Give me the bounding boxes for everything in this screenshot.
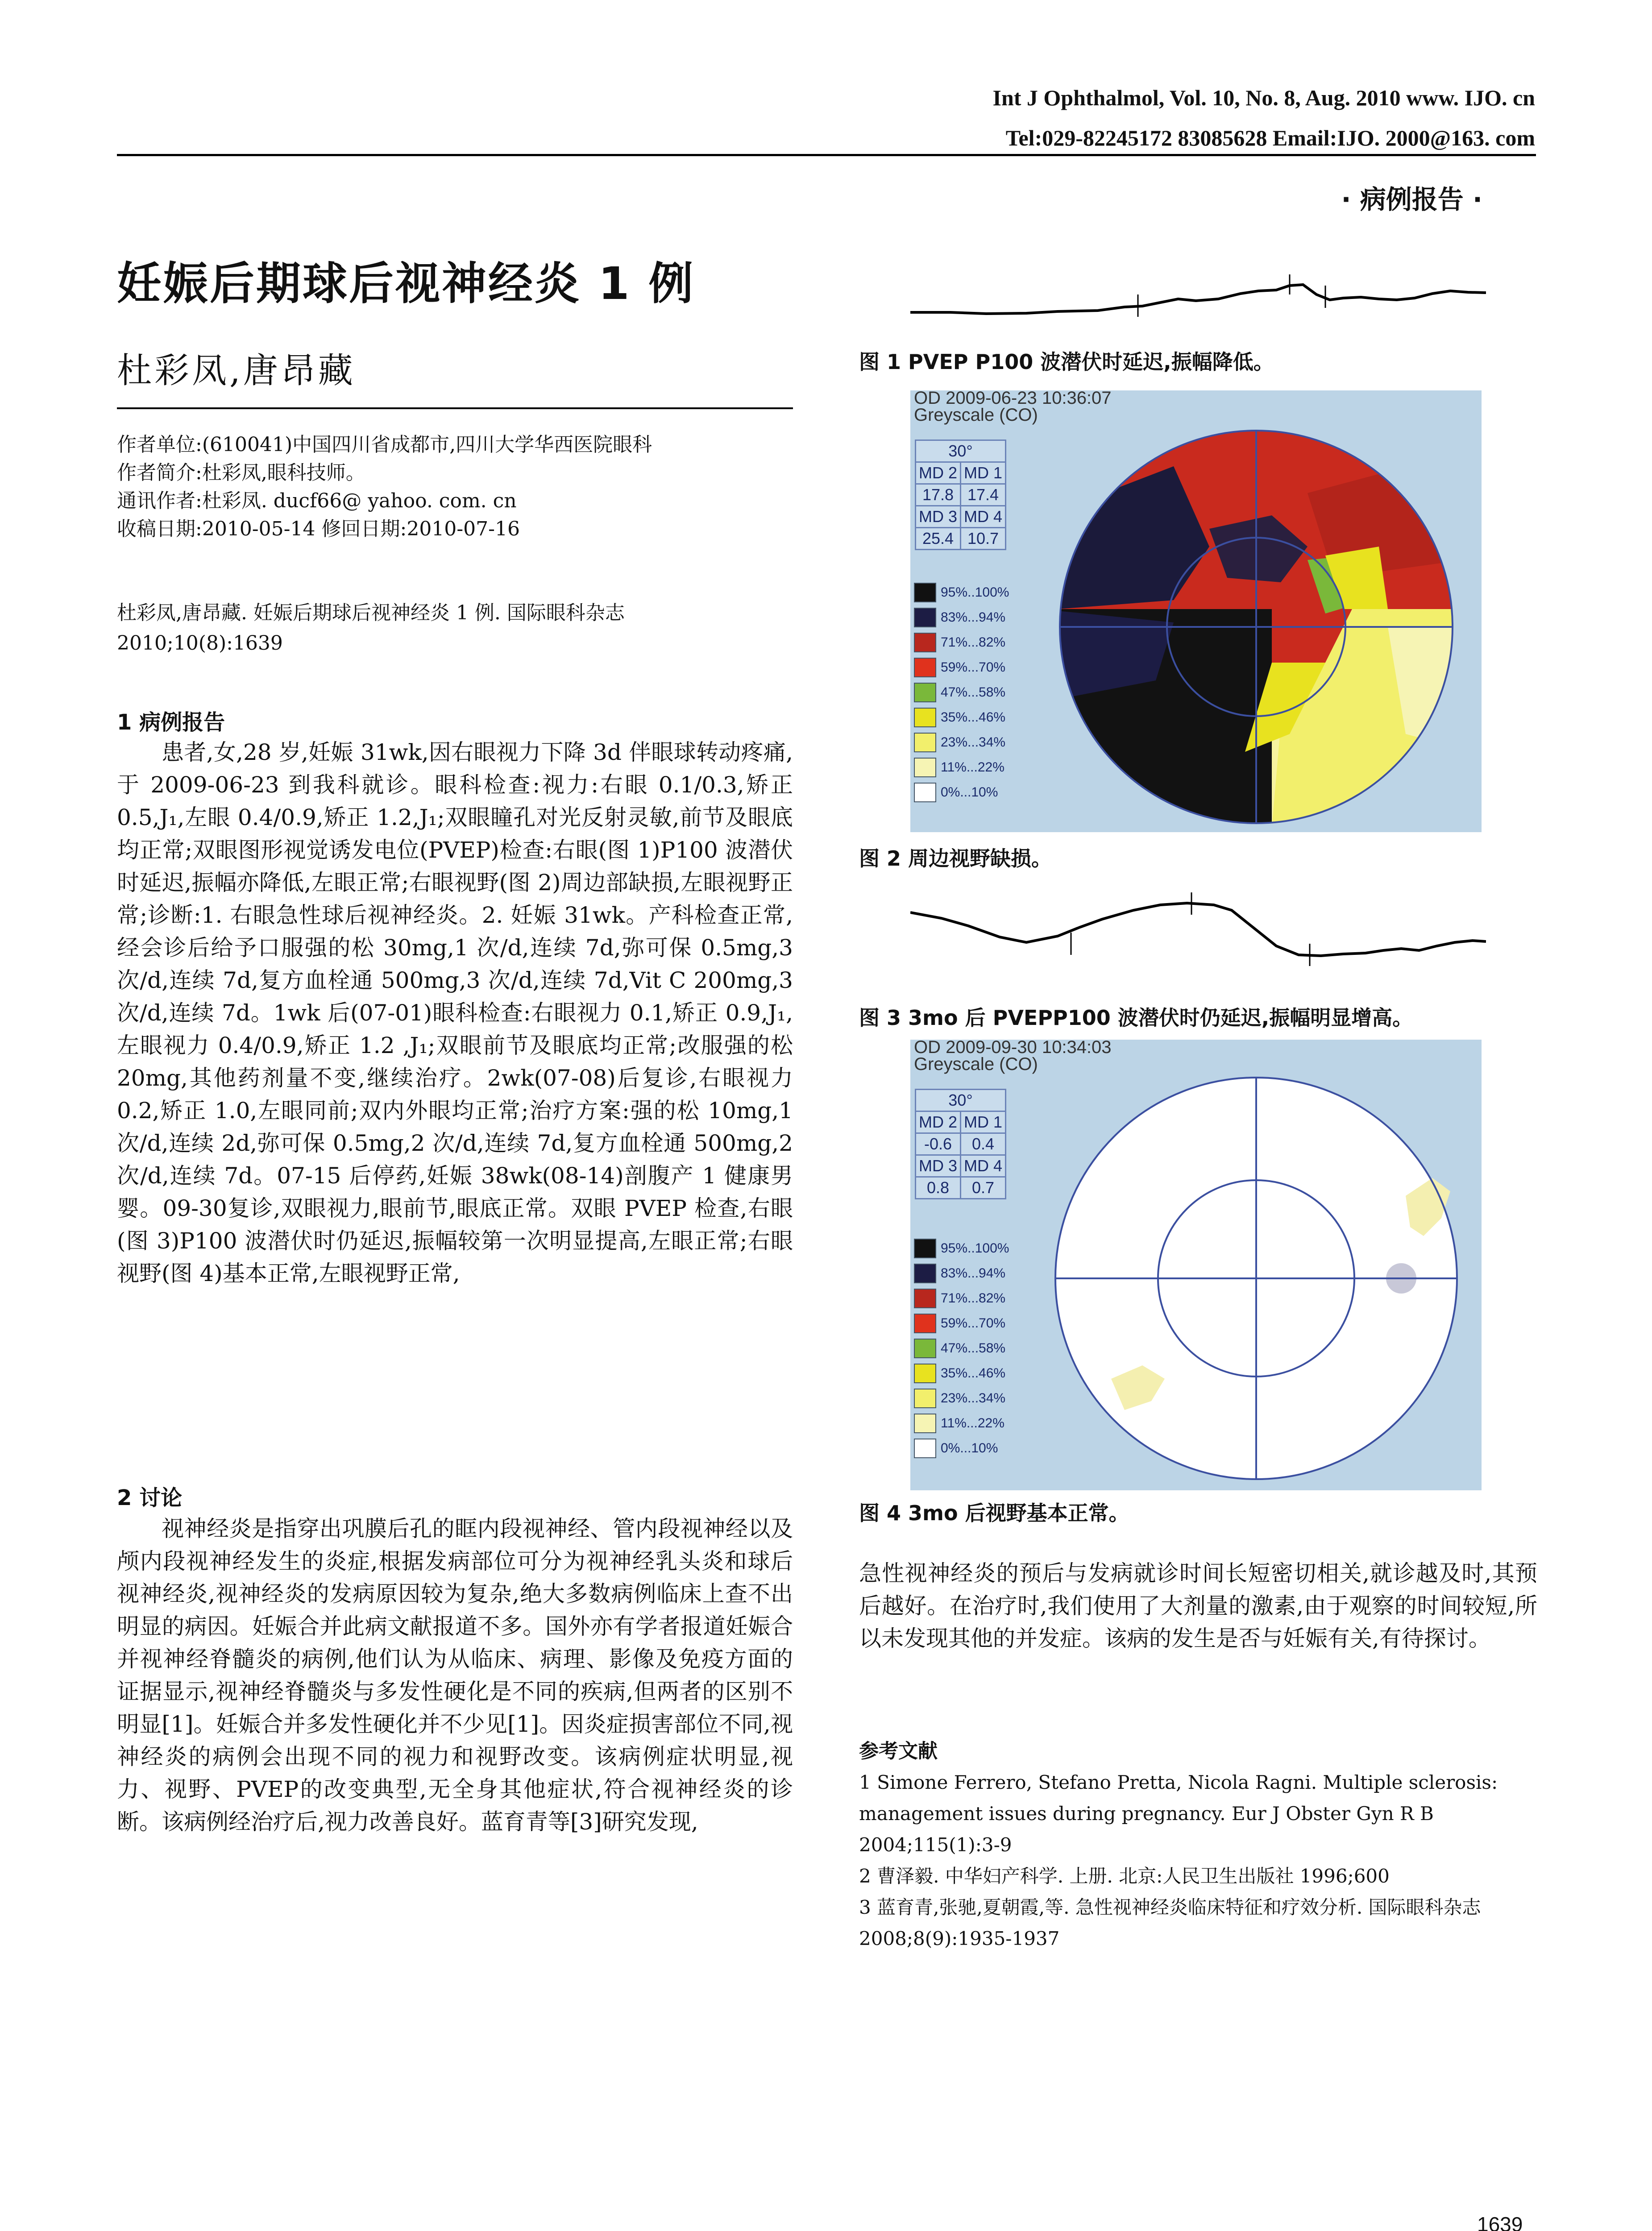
legend-row	[914, 1361, 1009, 1386]
section2-paragraph: 视神经炎是指穿出巩膜后孔的眶内段视神经、管内段视神经以及颅内段视神经发生的炎症,根据发病部位可分为视神经乳头炎和球后视神经炎,视神经炎的发病原因较为复杂,绝大多数病例临床上查不出明显的病因。妊娠合并此病文献报道不多。国外亦有学者报道妊娠合并视神经脊髓炎的病例,他们认为从临床、病理、影像及免疫方面的证据显示,视神经脊髓炎与多发性硬化是不同的疾病,但两者的区别不明显[1]。妊娠合并多发性硬化并不少见[1]。因炎症损害部位不同,视神经炎的病例会出现不同的视力和视野改变。该病例症状明显,视力、视野、PVEP的改变典型,无全身其他症状,符合视神经炎的诊断。该病例经治疗后,视力改善良好。蓝育青等[3]研究发现,	[117, 1516, 793, 1835]
fig2-md4-label: MD 4	[961, 506, 1006, 528]
meta-affiliation: 作者单位:(610041)中国四川省成都市,四川大学华西医院眼科	[117, 433, 652, 456]
legend-swatch	[914, 1439, 936, 1458]
fig2-caption: 图 2 周边视野缺损。	[859, 846, 1052, 871]
fig4-md4-label: MD 4	[961, 1155, 1006, 1177]
legend-row	[914, 780, 1009, 805]
fig4-md2-label: MD 2	[916, 1111, 961, 1133]
legend-label: 11%...22%	[941, 1416, 1004, 1431]
legend-swatch	[914, 1314, 936, 1333]
legend-swatch	[914, 1239, 936, 1258]
legend-swatch	[914, 708, 936, 727]
meta-dates: 收稿日期:2010-05-14 修回日期:2010-07-16	[117, 518, 520, 540]
legend-row	[914, 1286, 1009, 1311]
references-heading: 参考文献	[859, 1740, 938, 1762]
legend-swatch	[914, 1289, 936, 1308]
legend-row	[914, 1311, 1009, 1336]
legend-row	[914, 1436, 1009, 1461]
legend-label: 11%...22%	[941, 760, 1004, 775]
fig4-md4: 0.7	[961, 1177, 1006, 1199]
legend-row	[914, 730, 1009, 755]
legend-swatch	[914, 1414, 936, 1433]
fig4-angle: 30°	[916, 1090, 1006, 1111]
reference-item: 1 Simone Ferrero, Stefano Pretta, Nicola Ragni. Multiple sclerosis: management issues during pregnancy. Eur J Obster Gyn R B 2004;115(1):3-9	[859, 1771, 1498, 1856]
fig4-field-plot	[1040, 1057, 1473, 1486]
legend-label: 83%...94%	[941, 610, 1006, 625]
fig2-legend	[914, 580, 1009, 805]
legend-label: 23%...34%	[941, 735, 1006, 750]
fig4-md3: 0.8	[916, 1177, 961, 1199]
fig2-md1-label: MD 1	[961, 462, 1006, 484]
legend-swatch	[914, 683, 936, 702]
section2-body	[117, 1513, 793, 1838]
fig4-md1-label: MD 1	[961, 1111, 1006, 1133]
fig4-legend	[914, 1236, 1009, 1461]
legend-row	[914, 1386, 1009, 1411]
legend-label: 23%...34%	[941, 1391, 1006, 1406]
legend-row	[914, 1336, 1009, 1361]
legend-row	[914, 1411, 1009, 1436]
legend-row	[914, 755, 1009, 780]
journal-line: Int J Ophthalmol, Vol. 10, No. 8, Aug. 2010 www. IJO. cn	[992, 85, 1535, 110]
legend-row	[914, 680, 1009, 705]
fig4-md2: -0.6	[916, 1133, 961, 1155]
fig2-md2-label: MD 2	[916, 462, 961, 484]
legend-label: 71%...82%	[941, 635, 1006, 650]
fig3-pvep-trace	[910, 888, 1486, 977]
legend-swatch	[914, 1364, 936, 1383]
title-rule	[117, 407, 793, 409]
fig2-md1: 17.4	[961, 484, 1006, 506]
reference-item: 3 蓝育青,张驰,夏朝霞,等. 急性视神经炎临床特征和疗效分析. 国际眼科杂志 2008;8(9):1935-1937	[859, 1896, 1481, 1949]
section1-body	[117, 736, 793, 1290]
legend-row	[914, 630, 1009, 655]
article-title: 妊娠后期球后视神经炎 1 例	[117, 257, 695, 310]
legend-label: 83%...94%	[941, 1266, 1006, 1281]
legend-label: 0%...10%	[941, 785, 998, 800]
section-tag: · 病例报告 ·	[1341, 184, 1482, 215]
fig1-caption: 图 1 PVEP P100 波潜伏时延迟,振幅降低。	[859, 350, 1274, 374]
fig2-md-table	[915, 440, 1006, 550]
section2-heading: 2 讨论	[117, 1485, 183, 1510]
legend-label: 35%...46%	[941, 1366, 1006, 1381]
section1-heading: 1 病例报告	[117, 710, 225, 735]
legend-row	[914, 1261, 1009, 1286]
fig4-md3-label: MD 3	[916, 1155, 961, 1177]
fig4-caption: 图 4 3mo 后视野基本正常。	[859, 1501, 1129, 1525]
legend-label: 59%...70%	[941, 1316, 1006, 1331]
references-list	[859, 1767, 1537, 1954]
legend-label: 95%..100%	[941, 585, 1009, 600]
citation: 杜彩凤,唐昂藏. 妊娠后期球后视神经炎 1 例. 国际眼科杂志 2010;10(8):1639	[117, 601, 625, 655]
legend-row	[914, 605, 1009, 630]
fig2-header-line1: OD 2009-06-23 10:36:07	[914, 390, 1112, 408]
legend-swatch	[914, 1389, 936, 1408]
legend-swatch	[914, 608, 936, 627]
header-rule	[117, 154, 1536, 156]
section1-paragraph: 患者,女,28 岁,妊娠 31wk,因右眼视力下降 3d 伴眼球转动疼痛,于 2009-06-23 到我科就诊。眼科检查:视力:右眼 0.1/0.3,矫正 0.5,J₁,左眼 0.4/0.9,矫正 1.2,J₁;双眼瞳孔对光反射灵敏,前节及眼底均正常;双眼图形视觉诱发电位(PVEP)检查:右眼(图 1)P100 波潜伏时延迟,振幅亦降低,左眼正常;右眼视野(图 2)周边部缺损,左眼视野正常;诊断:1. 右眼急性球后视神经炎。2. 妊娠 31wk。产科检查正常,经会诊后给予口服强的松 30mg,1 次/d,连续 7d,弥可保 0.5mg,3 次/d,连续 7d,复方血栓通 500mg,3 次/d,连续 7d,Vit C 200mg,3 次/d,连续 7d。1wk 后(07-01)眼科检查:右眼视力 0.1,矫正 0.9,J₁,左眼视力 0.4/0.9,矫正 1.2 ,J₁;双眼前节及眼底均正常;改服强的松 20mg,其他药剂量不变,继续治疗。2wk(07-08)后复诊,右眼视力 0.2,矫正 1.0,左眼同前;双内外眼均正常;治疗方案:强的松 10mg,1 次/d,连续 2d,弥可保 0.5mg,2 次/d,连续 7d,复方血栓通 500mg,2 次/d,连续 7d。07-15 后停药,妊娠 38wk(08-14)剖腹产 1 健康男婴。09-30复诊,双眼视力,眼前节,眼底正常。双眼 PVEP 检查,右眼(图 3)P100 波潜伏时仍延迟,振幅较第一次明显提高,左眼正常;右眼视野(图 4)基本正常,左眼视野正常,	[117, 739, 793, 1286]
legend-row	[914, 1236, 1009, 1261]
fig4-md1: 0.4	[961, 1133, 1006, 1155]
fig2-header-line2: Greyscale (CO)	[914, 405, 1038, 425]
fig2-md3: 25.4	[916, 528, 961, 550]
article-authors: 杜彩凤,唐昂藏	[117, 351, 356, 391]
fig1-pvep-trace	[910, 250, 1486, 335]
legend-row	[914, 705, 1009, 730]
legend-swatch	[914, 1264, 936, 1283]
legend-label: 59%...70%	[941, 660, 1006, 675]
legend-label: 35%...46%	[941, 710, 1006, 725]
fig4-header-line2: Greyscale (CO)	[914, 1054, 1038, 1074]
fig4-visual-field	[910, 1040, 1482, 1490]
legend-swatch	[914, 783, 936, 802]
fig2-md2: 17.8	[916, 484, 961, 506]
legend-swatch	[914, 1339, 936, 1358]
legend-swatch	[914, 583, 936, 602]
fig2-angle: 30°	[916, 440, 1006, 462]
legend-label: 0%...10%	[941, 1441, 998, 1456]
right-paragraph: 急性视神经炎的预后与发病就诊时间长短密切相关,就诊越及时,其预后越好。在治疗时,我们使用了大剂量的激素,由于观察的时间较短,所以未发现其他的并发症。该病的发生是否与妊娠有关,有待探讨。	[859, 1560, 1537, 1651]
legend-label: 47%...58%	[941, 1341, 1006, 1356]
legend-label: 71%...82%	[941, 1291, 1006, 1306]
legend-swatch	[914, 658, 936, 677]
fig2-field-plot	[1040, 413, 1473, 828]
fig2-visual-field	[910, 390, 1482, 832]
meta-correspondence: 通讯作者:杜彩凤. ducf66@ yahoo. com. cn	[117, 489, 517, 512]
reference-item: 2 曹泽毅. 中华妇产科学. 上册. 北京:人民卫生出版社 1996;600	[859, 1865, 1390, 1887]
legend-swatch	[914, 633, 936, 652]
fig2-md4: 10.7	[961, 528, 1006, 550]
fig4-md-table	[915, 1089, 1006, 1199]
page-number: 1639	[1477, 2213, 1523, 2231]
legend-swatch	[914, 758, 936, 777]
fig4-header-line1: OD 2009-09-30 10:34:03	[914, 1040, 1112, 1057]
legend-row	[914, 655, 1009, 680]
right-column-body	[859, 1557, 1537, 1655]
contact-line: Tel:029-82245172 83085628 Email:IJO. 2000@163. com	[1005, 125, 1535, 150]
legend-row	[914, 580, 1009, 605]
legend-label: 95%..100%	[941, 1241, 1009, 1256]
fig3-caption: 图 3 3mo 后 PVEPP100 波潜伏时仍延迟,振幅明显增高。	[859, 1006, 1413, 1030]
meta-bio: 作者简介:杜彩凤,眼科技师。	[117, 461, 365, 484]
author-meta	[117, 431, 813, 543]
legend-label: 47%...58%	[941, 685, 1006, 700]
fig2-md3-label: MD 3	[916, 506, 961, 528]
legend-swatch	[914, 733, 936, 752]
